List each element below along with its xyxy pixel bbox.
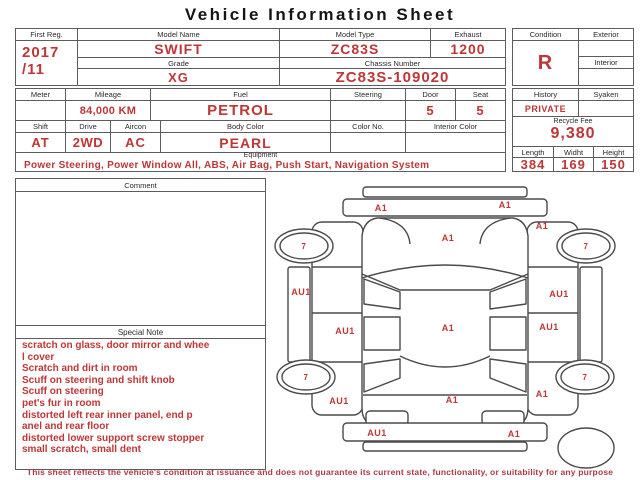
syaken-label: Syaken xyxy=(578,88,634,101)
special-note-line: small scratch, small dent xyxy=(22,444,141,456)
special-note-body xyxy=(16,340,270,456)
damage-mark: A1 xyxy=(535,221,549,231)
left-window-band xyxy=(288,267,310,362)
drive-value: 2WD xyxy=(65,132,111,153)
damage-mark: A1 xyxy=(374,203,388,213)
damage-mark: AU1 xyxy=(549,289,569,299)
grade-value: XG xyxy=(77,68,280,86)
special-note-line: distorted lower support screw stopper xyxy=(22,432,205,444)
interior-value xyxy=(578,68,634,86)
condition-label: Condition xyxy=(512,28,579,41)
damage-mark: AU1 xyxy=(367,428,387,438)
comment-label: Comment xyxy=(15,178,266,192)
length-label: Length xyxy=(512,146,554,158)
exterior-value xyxy=(578,40,634,57)
exhaust-value: 1200 xyxy=(430,40,506,58)
meter-value xyxy=(15,100,66,121)
special-note-line: l cover xyxy=(22,351,55,363)
vehicle-diagram xyxy=(268,178,640,470)
damage-mark: A1 xyxy=(441,323,455,333)
spare-wheel xyxy=(558,428,614,468)
aircon-label: Aircon xyxy=(110,120,161,133)
damage-mark: A1 xyxy=(498,200,512,210)
aircon-value: AC xyxy=(110,132,161,153)
special-note-line: Scratch and dirt in room xyxy=(22,363,138,375)
chassis-number-label: Chassis Number xyxy=(279,57,506,69)
fuel-label: Fuel xyxy=(150,88,331,101)
special-note-label: Special Note xyxy=(15,325,266,339)
front-bumper xyxy=(343,199,547,216)
damage-mark: AU1 xyxy=(291,287,311,297)
damage-mark: 7 xyxy=(303,373,309,382)
exterior-label: Exterior xyxy=(578,28,634,41)
page-title: Vehicle Information Sheet xyxy=(184,5,456,24)
body-color-label: Body Color xyxy=(160,120,331,133)
exhaust-label: Exhaust xyxy=(430,28,506,41)
height-label: Height xyxy=(593,146,634,158)
special-note-line: Scuff on steering xyxy=(22,386,104,398)
color-no-value xyxy=(330,132,406,153)
height-value: 150 xyxy=(593,157,634,172)
damage-mark: A1 xyxy=(507,429,521,439)
condition-value: R xyxy=(512,40,579,86)
first-reg-month: /11 xyxy=(22,61,46,78)
shift-label: Shift xyxy=(15,120,66,133)
special-note-line: distorted left rear inner panel, end p xyxy=(22,409,193,421)
special-note-line: Scuff on steering and shift knob xyxy=(22,374,175,386)
model-name-label: Model Name xyxy=(77,28,280,41)
equipment-label: Equipment xyxy=(243,152,278,159)
meter-label: Meter xyxy=(15,88,66,101)
widht-value: 169 xyxy=(553,157,594,172)
grade-label: Grade xyxy=(77,57,280,69)
mileage-label: Mileage xyxy=(65,88,151,101)
comment-value xyxy=(16,193,265,323)
chassis-number-value: ZC83S-109020 xyxy=(279,68,506,86)
damage-mark: 7 xyxy=(583,242,589,251)
history-value: PRIVATE xyxy=(512,100,579,117)
damage-mark: A1 xyxy=(535,389,549,399)
model-type-value: ZC83S xyxy=(279,40,431,58)
first-reg-year: 2017 xyxy=(22,44,60,61)
special-note-line: scratch on glass, door mirror and whee xyxy=(22,340,210,351)
body-color-value: PEARL xyxy=(160,132,331,153)
first-reg-value xyxy=(15,40,78,86)
model-type-label: Model Type xyxy=(279,28,431,41)
recycle-fee-cell xyxy=(512,116,634,147)
damage-mark: A1 xyxy=(441,233,455,243)
color-no-label: Color No. xyxy=(330,120,406,133)
seat-label: Seat xyxy=(455,88,506,101)
damage-mark: AU1 xyxy=(335,326,355,336)
damage-mark: 7 xyxy=(582,373,588,382)
recycle-fee-label: Recycle Fee xyxy=(553,118,593,125)
steering-value xyxy=(330,100,406,121)
special-note-line: pet's fur in room xyxy=(22,397,101,409)
length-value: 384 xyxy=(512,157,554,172)
special-note-line: anel and rear floor xyxy=(22,421,110,433)
front-bumper-top xyxy=(363,187,527,197)
door-label: Door xyxy=(405,88,456,101)
damage-mark: AU1 xyxy=(329,396,349,406)
damage-mark: A1 xyxy=(445,395,459,405)
damage-mark: AU1 xyxy=(539,322,559,332)
model-name-value: SWIFT xyxy=(77,40,280,58)
steering-label: Steering xyxy=(330,88,406,101)
disclaimer-text: This sheet reflects the vehicle's condition at issuance and does not guarantee its current state, functionality, or suitability for any purpose xyxy=(26,467,614,477)
interior-label: Interior xyxy=(578,56,634,69)
equipment-value: Power Steering, Power Window All, ABS, Air Bag, Push Start, Navigation System xyxy=(24,160,430,171)
widht-label: Widht xyxy=(553,146,594,158)
rear-bumper-bottom xyxy=(363,442,527,451)
interior-color-label: Interior Color xyxy=(405,120,506,133)
mileage-value: 84,000 KM xyxy=(65,100,151,121)
right-window-band xyxy=(580,267,602,362)
recycle-fee-value: 9,380 xyxy=(550,125,596,142)
fuel-value: PETROL xyxy=(150,100,331,121)
shift-value: AT xyxy=(15,132,66,153)
first-reg-label: First Reg. xyxy=(15,28,78,41)
history-label: History xyxy=(512,88,579,101)
damage-mark: 7 xyxy=(301,242,307,251)
drive-label: Drive xyxy=(65,120,111,133)
door-value: 5 xyxy=(405,100,456,121)
seat-value: 5 xyxy=(455,100,506,121)
interior-color-value xyxy=(405,132,506,153)
syaken-value xyxy=(578,100,634,117)
